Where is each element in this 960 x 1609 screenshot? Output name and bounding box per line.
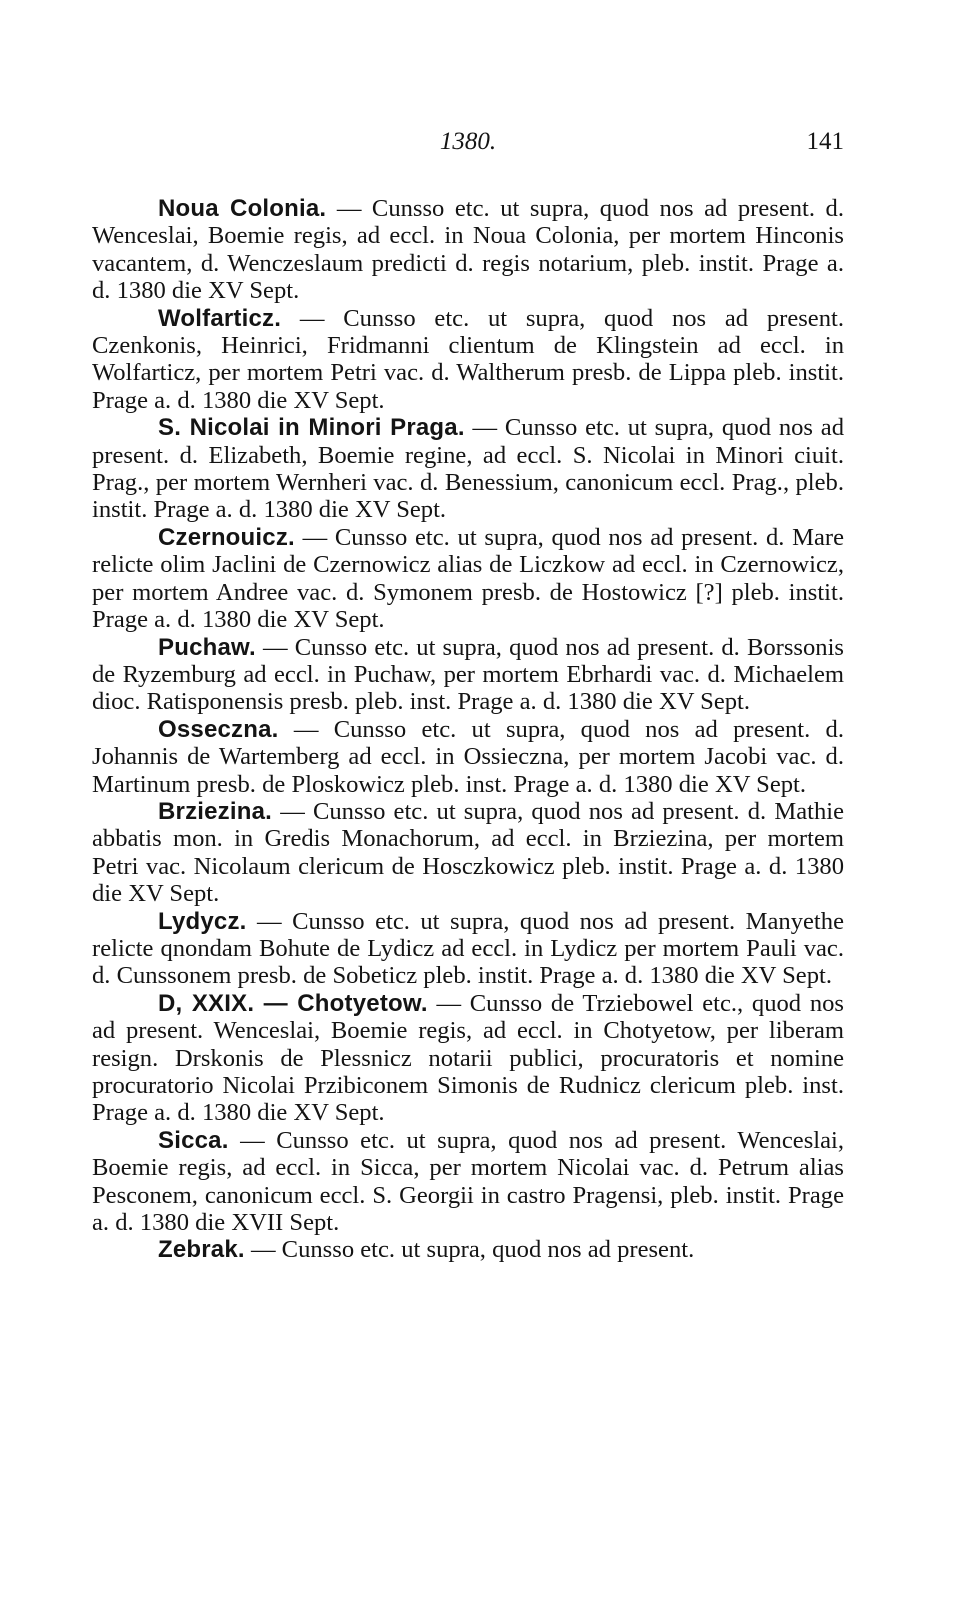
entry-heading: Sicca. [158,1126,229,1154]
entry [92,524,844,634]
entry [92,1127,844,1237]
entry-text: — Cunsso etc. ut supra, quod nos ad present. d. Mare relicte olim Jaclini de Czernowicz alias de Liczkow ad eccl. in Czernowicz, per mortem Andree vac. d. Symonem presb. de Hostowicz [?] pleb. instit. Prage a. d. 1380 die XV Sept. [92,523,844,634]
entry [92,195,844,305]
entry [92,908,844,990]
entry-text: — Cunsso etc. ut supra, quod nos ad present. Wenceslai, Boemie regis, ad eccl. in Sicca, per mortem Nicolai vac. d. Petrum alias Pesconem, canonicum eccl. S. Georgii in castro Pragensi, pleb. instit. Prage a. d. 1380 die XVII Sept. [92,1126,844,1237]
entry-text: — Cunsso etc. ut supra, quod nos ad present. d. Elizabeth, Boemie regine, ad eccl. S. Nicolai in Minori ciuit. Prag., per mortem Wernheri vac. d. Benessium, canonicum eccl. Prag., pleb. instit. Prage a. d. 1380 die XV Sept. [92,414,844,524]
entry-text: — Cunsso de Trziebowel etc., quod nos ad present. Wenceslai, Boemie regis, ad eccl. in Chotyetow, per liberam resign. Drskonis de Plessnicz notarii publici, procuratoris et nomine procuratorio Nicolai Przibiconem Simonis de Rudnicz clericum pleb. inst. Prage a. d. 1380 die XV Sept. [92,989,844,1127]
page-header [92,128,844,164]
entry-text: — Cunsso etc. ut supra, quod nos ad present. [250,1236,695,1264]
running-head-year: 1380. [439,128,497,155]
entry [92,716,844,798]
entry [92,990,844,1127]
entry-text: — Cunsso etc. ut supra, quod nos ad present. d. Wenceslai, Boemie regis, ad eccl. in Noua Colonia, per mortem Hinconis vacantem, d. Wenczeslaum predicti d. regis notarium, pleb. instit. Prage a. d. 1380 die XV Sept. [92,195,844,305]
entry-text: — Cunsso etc. ut supra, quod nos ad present. d. Borssonis de Ryzemburg ad eccl. in Puchaw, per mortem Ebrhardi vac. d. Michaelem dioc. Ratisponensis presb. pleb. inst. Prage a. d. 1380 die XV Sept. [92,633,844,716]
entry-heading: Brziezina. [158,797,273,825]
entry [92,798,844,908]
entry-text: — Cunsso etc. ut supra, quod nos ad present. Manyethe relicte qnondam Bohute de Lydicz ad eccl. in Lydicz per mortem Pauli vac. d. Cunssonem presb. de Sobeticz pleb. instit. Prage a. d. 1380 die XV Sept. [92,907,844,990]
entry [92,1236,844,1263]
entry-heading: Osseczna. [158,715,279,743]
entry-heading: Zebrak. [158,1236,245,1264]
document-body [92,195,844,1264]
entry-text: — Cunsso etc. ut supra, quod nos ad present. Czenkonis, Heinrici, Fridmanni clientum de Klingstein ad eccl. in Wolfarticz, per mortem Petri vac. d. Waltherum presb. de Lippa pleb. instit. Prage a. d. 1380 die XV Sept. [92,304,845,414]
entry-heading: D, XXIX. — Chotyetow. [158,989,428,1017]
entry-heading: Noua Colonia. [158,195,327,222]
entry-text: — Cunsso etc. ut supra, quod nos ad present. d. Mathie abbatis mon. in Gredis Monachorum, ad eccl. in Brziezina, per mortem Petri vac. Nicolaum clericum de Hosczkowicz pleb. instit. Prage a. d. 1380 die XV Sept. [92,797,845,908]
page-number: 141 [806,128,844,155]
entry [92,634,844,716]
entry-text: — Cunsso etc. ut supra, quod nos ad present. d. Johannis de Wartemberg ad eccl. in Ossieczna, per mortem Jacobi vac. d. Martinum presb. de Ploskowicz pleb. inst. Prage a. d. 1380 die XV Sept. [92,715,845,798]
entry-heading: Wolfarticz. [158,304,282,332]
entry-heading: S. Nicolai in Minori Praga. [158,414,465,442]
entry-heading: Puchaw. [158,633,256,661]
entry [92,414,844,524]
entry-heading: Lydycz. [158,907,247,935]
entry-heading: Czernouicz. [158,523,295,551]
entry [92,305,844,415]
